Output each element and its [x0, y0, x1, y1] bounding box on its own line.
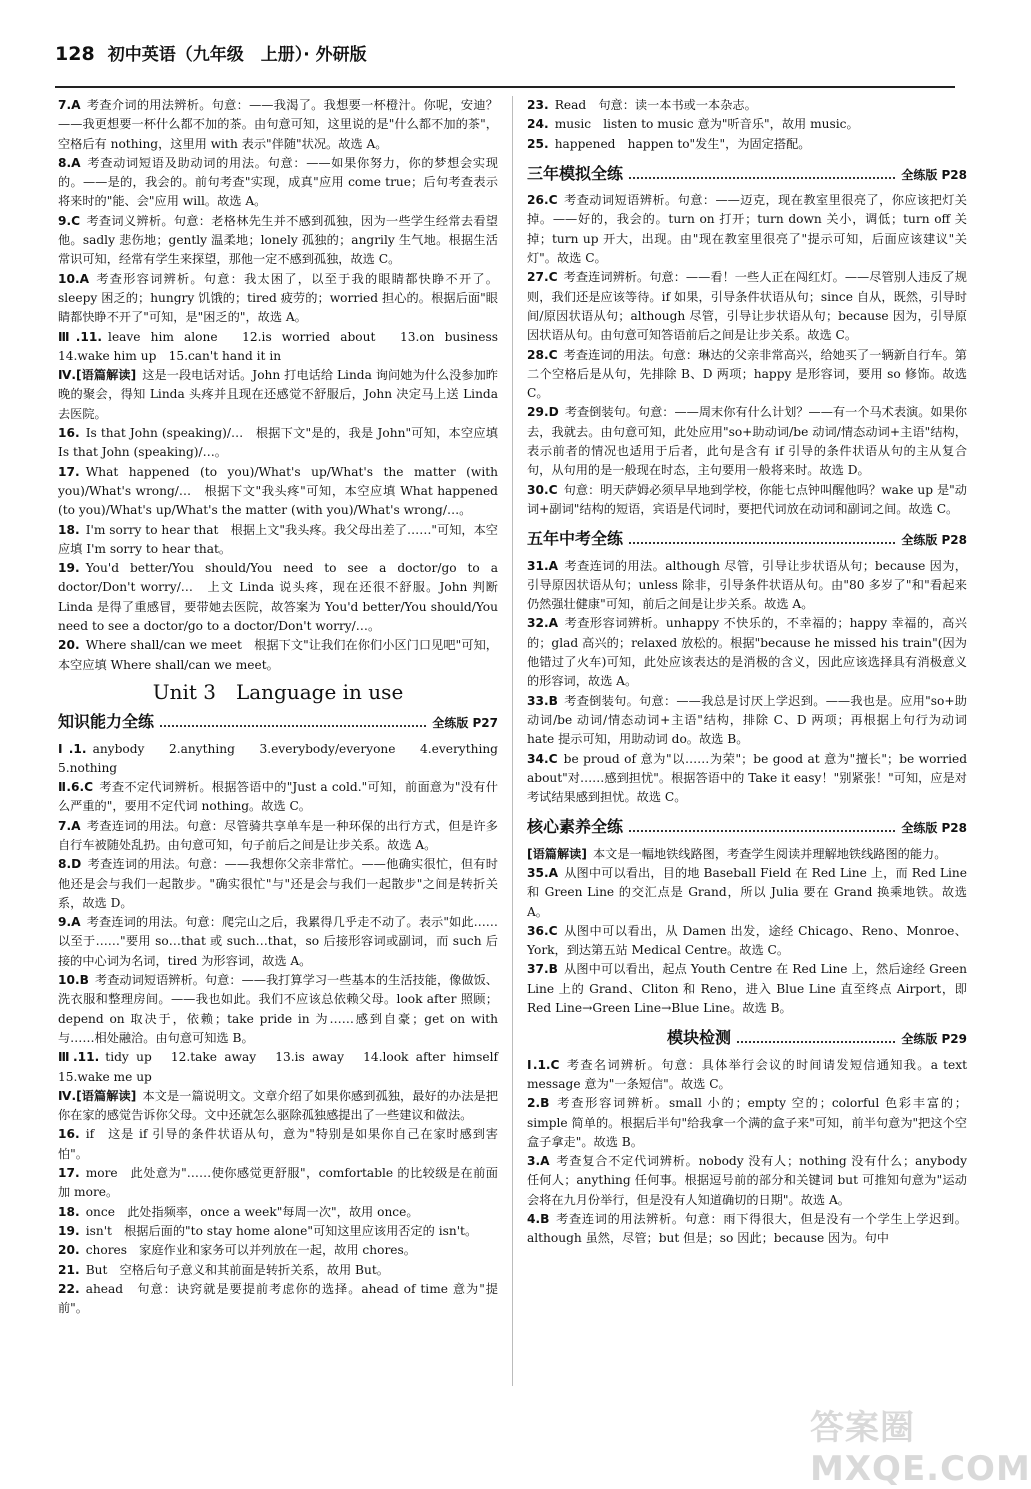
answer-text: 考查连词的用法。句意：——我想你父亲非常忙。——他确实很忙，但有时他还是会与我们一起散步。"确实很忙"与"还是会与我们一起散步"之间是转折关系，故选 D。 — [58, 857, 498, 910]
answer-number: 8.D — [58, 857, 82, 872]
answer-text: 从图中可以看出，从 Damen 出发，途经 Chicago、Reno、Monroe、York，到达第五站 Medical Centre。故选 C。 — [527, 923, 967, 958]
answer-number: 7.A — [58, 98, 81, 112]
answer-number: Ⅲ.11. — [58, 329, 102, 344]
answer-number: 16. — [58, 1127, 80, 1142]
answer-text: more 此处意为"……使你感觉更舒服"，comfortable 的比较级是在前面加 more。 — [58, 1166, 498, 1200]
answer-number: 16. — [58, 426, 80, 441]
answer-text: What happened (to you)/What's up/What's the matter (with you)/What's wrong/… 根据下文"我头疼"可知，本空应填 What happened (to you)/What's up/What's the matter (with you)/What's wrong/…。 — [58, 464, 498, 518]
answer-item — [58, 559, 498, 636]
answer-number: 7.A — [58, 818, 81, 833]
answer-text: Read 句意：读一本书或一本杂志。 — [554, 98, 757, 112]
answer-text: 考查倒装句。句意：——周末你有什么计划？——有一个马术表演。如果你去，我就去。由句意可知，此处应用"so+助动词/be 动词/情态动词+主语"结构，表示前者的情况也适用于后者，此句是含有 if 引导的条件状语从句的主从复合句，从句用的是一般现在时态，主句要用一般将来时。故选 D。 — [527, 405, 967, 478]
answer-number: Ⅰ.1.C — [527, 1057, 560, 1072]
answer-item — [527, 481, 967, 520]
answer-text: 从图中可以看出，起点 Youth Centre 在 Red Line 上，然后途经 Green Line 上的 Grand、Cliton 和 Reno，进入 Blue Line 直至终点 Airport，即 Red Line→Green Line→Blue Line。故选 B。 — [527, 962, 967, 1016]
column-divider — [512, 96, 513, 1386]
section-heading — [527, 817, 967, 838]
answer-text: 考查连词的用法。句意：爬完山之后，我累得几乎走不动了。表示"如此……以至于……"要用 so…that 或 such…that，so 后接形容词或副词，而 such 后接的中心词为名词，tired 为形容词，故选 A。 — [58, 915, 498, 968]
answer-text: 考查倒装句。句意：——我总是讨厌上学迟到。——我也是。应用"so+助动词/be 动词/情态动词+主语"结构，排除 C、D 两项；再根据上句行为动词 hate 提示可知，用助动词 do。故选 B。 — [527, 693, 967, 747]
answer-number: 30.C — [527, 482, 558, 497]
answer-text: isn't 根据后面的"to stay home alone"可知这里应该用否定的 isn't。 — [85, 1223, 478, 1238]
answer-item — [58, 366, 498, 424]
answer-text: music listen to music 意为"听音乐"，故用 music。 — [554, 117, 859, 132]
section-ref: 全练版 P29 — [901, 1032, 967, 1047]
answer-number: 9.C — [58, 213, 81, 228]
answer-item — [58, 1125, 498, 1164]
answer-text: 句意：明天萨姆必须早早地到学校，你能七点钟叫醒他吗？wake up 是"动词+副词"结构的短语，宾语是代词时，要把代词放在动词和副词之间。故选 C。 — [527, 482, 967, 516]
answer-number: 20. — [58, 638, 80, 653]
answer-item — [527, 864, 967, 922]
answer-text: 考查形容词辨析。unhappy 不快乐的，不幸福的；happy 幸福的，高兴的；glad 高兴的；relaxed 放松的。根据"because he missed his train"(因为他错过了火车)可知，此处应该表达的是消极的含义，因此应该选择具有消极意义的形容词，故选 A。 — [527, 616, 967, 689]
section-title: 核心素养全练 — [527, 817, 624, 837]
answer-text: Is that John (speaking)/… 根据下文"是的，我是 John"可知，本空应填 Is that John (speaking)/…。 — [58, 426, 498, 460]
left-answers-part2 — [58, 740, 511, 1319]
answer-number: 23. — [527, 98, 549, 112]
answer-text: 考查动词短语辨析。句意：——迈克，现在教室里很亮了，你应该把灯关掉。——好的，我会的。turn on 打开；turn down 关小，调低；turn off 关掉；turn up 开大，出现。由"现在教室里很亮了"提示可知，后面应该建议"关灯"。故选 C。 — [527, 193, 967, 266]
answer-text: 考查复合不定代词辨析。nobody 没有人；nothing 没有什么；anybody 任何人；anything 任何事。根据逗号前的部分和关键词 but 可推知句意为"运动会将在九月份举行，但是没有人知道确切的日期"。故选 A。 — [527, 1154, 967, 1207]
answer-number: 17. — [58, 464, 80, 479]
answer-item — [58, 1203, 498, 1222]
answer-number: 9.A — [58, 915, 81, 930]
answer-item — [527, 960, 967, 1018]
answer-text: 考查连词的用法。句意：琳达的父亲非常高兴，给她买了一辆新自行车。第二个空格后是从句，先排除 B、D 两项；happy 是形容词，要用 so 修饰。故选 C。 — [527, 347, 967, 401]
right-answers-part5 — [527, 1056, 967, 1249]
answer-item — [58, 1280, 498, 1319]
answer-text: 考查连词的用法。句意：尽管骑共享单车是一种环保的出行方式，但是许多自行车被随处乱扔。由句意可知，句子前后之间是让步关系。故选 A。 — [58, 818, 498, 852]
answer-item — [58, 96, 498, 154]
header-rule — [55, 86, 955, 88]
answer-text: 这是一段电话对话。John 打电话给 Linda 询问她为什么没参加昨晚的聚会，得知 Linda 头疼并且现在还感觉不舒服后，John 决定马上送 Linda 去医院。 — [58, 368, 498, 421]
answer-text: ahead 句意：诀窍就是要提前考虑你的选择。ahead of time 意为"提前"。 — [58, 1281, 498, 1316]
answer-text: 考查不定代词辨析。根据答语中的"Just a cold."可知，前面意为"没有什么严重的"，要用不定代词 nothing。故选 C。 — [58, 780, 498, 814]
answer-item — [58, 1048, 511, 1087]
answer-item — [58, 463, 498, 521]
section-dots — [629, 542, 895, 544]
answer-text: 本文是一篇说明文。文章介绍了如果你感到孤独，最好的办法是把你在家的感觉告诉你父母。文中还就怎么驱除孤独感提出了一些建议和做法。 — [58, 1088, 499, 1123]
answer-item — [58, 1087, 498, 1126]
answer-item — [58, 636, 498, 675]
answer-item — [58, 328, 511, 367]
answer-number: 28.C — [527, 347, 558, 362]
section-ref: 全练版 P28 — [901, 167, 967, 182]
unit-title: Unit 3 Language in use — [152, 679, 404, 704]
answer-item — [527, 191, 967, 268]
page-header — [55, 40, 955, 84]
answer-text: 考查动词短语及助动词的用法。句意：——如果你努力，你的梦想会实现的。——是的，我会的。前句考查"实现，成真"应用 come true；后句考查表示将来时的"能、会"应用 will。故选 A。 — [58, 155, 498, 209]
answer-number: 26.C — [527, 193, 558, 208]
answer-text: 考查形容词辨析。句意：我太困了，以至于我的眼睛都快睁不开了。sleepy 困乏的；hungry 饥饿的；tired 疲劳的；worried 担心的。根据后面"眼睛都快睁不开了"可知，是"困乏的"，故选 A。 — [58, 271, 498, 325]
watermark: 答案圈 MXQE.COM — [810, 1408, 1031, 1489]
answer-text: I'm sorry to hear that 根据上文"我头疼。我父母出差了……"可知，本空应填 I'm sorry to hear that。 — [58, 522, 498, 556]
answer-item — [527, 268, 967, 345]
answer-text: 考查动词短语辨析。句意：——我打算学习一些基本的生活技能，像做饭、洗衣服和整理房间。——我也如此。我们不应该总依赖父母。look after 照顾；depend on 取决于，依赖；take pride in 为……感到自豪；get on with 与……相处融洽。由句意可知选 B。 — [58, 973, 498, 1045]
section-dots — [629, 177, 895, 179]
section-title: 三年模拟全练 — [527, 163, 624, 183]
answer-text: Where shall/can we meet 根据下文"让我们在你们小区门口见吧"可知，本空应填 Where shall/can we meet。 — [58, 638, 498, 672]
answer-number: 8.A — [58, 155, 81, 170]
answer-number: 25. — [527, 136, 549, 151]
answer-item — [527, 692, 967, 750]
answer-number: 18. — [58, 522, 80, 537]
answer-number: 22. — [58, 1281, 80, 1296]
section-ref: 全练版 P28 — [901, 821, 967, 836]
answer-number: 27.C — [527, 270, 558, 285]
answer-item — [58, 913, 498, 971]
answer-item — [527, 557, 967, 615]
answer-text: be proud of 意为"以……为荣"；be good at 意为"擅长"；be worried about"对……感到担忧"。根据答语中的 Take it easy！"别紧张！"可知，应是对考试结果感到担忧。故选 C。 — [527, 751, 967, 805]
answer-text: 考查连词的用法。although 尽管，引导让步状语从句；because 因为，引导原因状语从句；unless 除非，引导条件状语从句。由"80 多岁了"和"看起来仍然强壮健康"可知，前后之间是让步关系。故选 A。 — [527, 558, 967, 612]
answer-number: 18. — [58, 1204, 80, 1219]
answer-number: 36.C — [527, 923, 558, 938]
answer-number: 32.A — [527, 616, 559, 631]
answer-number: Ⅲ.11. — [58, 1050, 100, 1065]
answer-number: [语篇解读] — [527, 846, 587, 861]
answer-item — [527, 614, 967, 691]
answer-item — [527, 922, 967, 961]
section-title: 五年中考全练 — [527, 529, 624, 549]
answer-number: 19. — [58, 1223, 80, 1238]
answer-text: 考查名词辨析。句意：具体举行会议的时间请发短信通知我。a text message 意为"一条短信"。故选 C。 — [527, 1057, 967, 1091]
answer-number: Ⅰ.1. — [58, 741, 87, 756]
answer-item — [58, 212, 498, 270]
answer-item — [527, 403, 967, 480]
answer-item — [527, 1210, 967, 1249]
section-ref: 全练版 P27 — [432, 716, 498, 731]
answer-number: 31.A — [527, 558, 559, 573]
answer-item — [527, 1056, 967, 1095]
answer-number: 33.B — [527, 693, 558, 708]
section-dots — [160, 725, 426, 727]
answer-number: 19. — [58, 561, 80, 576]
answer-text: 考查连词辨析。句意：——看！一些人正在闯红灯。——尽管别人违反了规则，我们还是应该等待。if 如果，引导条件状语从句；since 自从，既然，引导时间/原因状语从句；although 尽管，引导让步状语从句；because 因为，引导原因状语从句。由句意可知答语前后之间是让步关系。故选 C。 — [527, 270, 967, 343]
answer-number: 24. — [527, 117, 549, 132]
right-column — [527, 96, 967, 1249]
answer-text: But 空格后句子意义和其前面是转折关系，故用 But。 — [85, 1262, 389, 1277]
right-answers-part4 — [527, 845, 967, 1019]
answer-text: 本文是一幅地铁线路图，考查学生阅读并理解地铁线路图的能力。 — [592, 846, 947, 861]
left-answers-part1 — [58, 96, 511, 675]
page-number: 128 — [55, 43, 95, 65]
answer-number: Ⅳ.[语篇解读] — [58, 1088, 137, 1103]
answer-text: 从图中可以看出，目的地 Baseball Field 在 Red Line 上，而 Red Line 和 Green Line 的交汇点是 Grand，所以 Julia 要在 Grand 换乘地铁。故选 A。 — [527, 865, 967, 919]
answer-number: 17. — [58, 1166, 80, 1181]
answer-number: 3.A — [527, 1154, 550, 1169]
answer-text: happened happen to"发生"，为固定搭配。 — [554, 136, 811, 151]
answer-number: 2.B — [527, 1096, 550, 1111]
book-title: 初中英语（九年级 上册）· 外研版 — [107, 45, 367, 65]
answer-number: Ⅱ.6.C — [58, 780, 94, 795]
answer-text: 考查连词的用法辨析。句意：雨下得很大，但是没有一个学生上学迟到。although 虽然，尽管；but 但是；so 因此；because 因为。句中 — [527, 1212, 967, 1246]
section-dots — [629, 830, 895, 832]
answer-item — [527, 845, 967, 864]
answer-item — [527, 1094, 967, 1152]
answer-item — [58, 1164, 498, 1203]
answer-text: tidy up 12.take away 13.is away 14.look after himself 15.wake me up — [58, 1050, 511, 1084]
answer-item — [527, 96, 967, 115]
answer-item — [58, 1241, 498, 1260]
section-title: 模块检测 — [667, 1028, 732, 1048]
answer-item — [527, 346, 967, 404]
answer-number: 37.B — [527, 962, 558, 977]
answer-number: 34.C — [527, 751, 558, 766]
answer-item — [58, 270, 498, 328]
section-heading — [58, 712, 498, 733]
answer-item — [58, 778, 498, 817]
answer-text: 考查形容词辨析。small 小的；empty 空的；colorful 色彩丰富的；simple 简单的。根据后半句"给我拿一个满的盒子来"可知，前半句意为"把这个空盒子拿走"。故选 B。 — [527, 1096, 967, 1149]
answer-item — [58, 971, 498, 1048]
answer-item — [58, 521, 498, 560]
answer-text: 考查词义辨析。句意：老格林先生并不感到孤独，因为一些学生经常去看望他。sadly 悲伤地；gently 温柔地；lonely 孤独的；angrily 生气地。根据生活常识可知，经常有学生来探望，那他一定不感到孤独，故选 C。 — [58, 213, 498, 267]
answer-number: 29.D — [527, 405, 559, 420]
answer-item — [58, 424, 498, 463]
answer-text: You'd better/You should/You need to see a doctor/go to a doctor/Don't worry/… 上文 Linda 说头疼，现在还很不舒服。John 判断 Linda 是得了重感冒，要带她去医院，故答案为 You'd better/You should/You need to see a doctor/go to a doctor/Don't worry/…。 — [58, 561, 498, 634]
right-answers-part3 — [527, 557, 967, 808]
answer-number: 21. — [58, 1262, 80, 1277]
left-column — [58, 96, 511, 1318]
answer-number: 4.B — [527, 1212, 550, 1227]
answer-text: 考查介词的用法辨析。句意：——我渴了。我想要一杯橙汁。你呢，安迪？——我更想要一杯什么都不加的茶。由句意可知，这里说的是"什么都不加的茶"，空格后有 nothing，这里用 with 表示"伴随"状况。故选 A。 — [58, 98, 498, 151]
answer-number: 35.A — [527, 865, 559, 880]
answer-text: leave him alone 12.is worried about 13.on business 14.wake him up 15.can't hand it in — [58, 329, 511, 363]
answer-item — [58, 154, 498, 212]
answer-item — [527, 115, 967, 134]
section-ref: 全练版 P28 — [901, 533, 967, 548]
answer-item — [58, 1222, 498, 1241]
section-heading — [527, 529, 967, 550]
answer-item — [58, 1261, 498, 1280]
answer-number: 10.A — [58, 271, 90, 286]
answer-text: chores 家庭作业和家务可以并列放在一起，故用 chores。 — [85, 1243, 416, 1258]
answer-item — [58, 740, 511, 779]
answer-item — [527, 750, 967, 808]
section-title: 知识能力全练 — [58, 712, 155, 732]
section-heading — [667, 1028, 967, 1049]
answer-item — [58, 817, 498, 856]
answer-item — [527, 1152, 967, 1210]
answer-text: if 这是 if 引导的条件状语从句，意为"特别是如果你自己在家时感到害怕"。 — [58, 1127, 498, 1161]
right-answers-part1 — [527, 96, 967, 154]
section-heading — [527, 164, 967, 185]
answer-text: anybody 2.anything 3.everybody/everyone 4.everything 5.nothing — [58, 741, 511, 775]
answer-item — [527, 135, 967, 154]
answer-item — [58, 855, 498, 913]
section-dots — [737, 1041, 895, 1043]
answer-number: 20. — [58, 1243, 80, 1258]
answer-number: 10.B — [58, 973, 89, 988]
answer-number: Ⅳ.[语篇解读] — [58, 368, 137, 383]
answer-text: once 此处指频率，once a week"每周一次"，故用 once。 — [85, 1204, 419, 1219]
right-answers-part2 — [527, 191, 967, 519]
